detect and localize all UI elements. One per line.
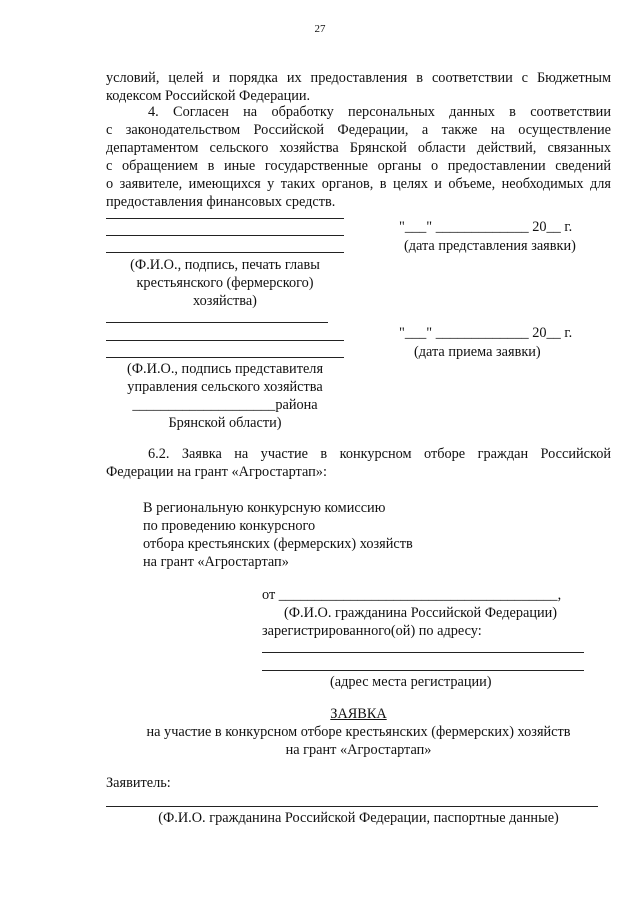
- para2-line-5: о заявителе, имеющихся у таких органов, в целях и объеме, необходимых для: [106, 176, 611, 192]
- signature-line: [106, 235, 344, 236]
- applicant-label: Заявитель:: [106, 775, 171, 791]
- from-line: от _______________________________________,: [262, 587, 562, 603]
- applicant-line: [106, 806, 598, 807]
- para2-line-6: предоставления финансовых средств.: [106, 194, 336, 210]
- page-number: 27: [314, 23, 326, 35]
- registered-label: зарегистрированного(ой) по адресу:: [262, 623, 482, 639]
- head-caption-line-2: крестьянского (фермерского): [136, 275, 314, 291]
- form-subtitle-line-1: на участие в конкурсном отборе крестьянских (фермерских) хозяйств: [146, 724, 571, 740]
- addressee-line-3: отбора крестьянских (фермерских) хозяйств: [143, 536, 413, 552]
- signature-line: [106, 357, 344, 358]
- applicant-caption: (Ф.И.О. гражданина Российской Федерации, паспортные данные): [158, 810, 559, 826]
- submission-date-line: "___" _____________ 20__ г.: [399, 219, 573, 235]
- submission-date-caption: (дата представления заявки): [404, 238, 576, 254]
- rep-caption-line-1: (Ф.И.О., подпись представителя: [126, 361, 324, 377]
- rep-caption-line-2: управления сельского хозяйства: [127, 379, 323, 395]
- address-caption: (адрес места регистрации): [330, 674, 492, 690]
- signature-line: [106, 340, 344, 341]
- addressee-line-1: В региональную конкурсную комиссию: [143, 500, 386, 516]
- rep-caption-line-4: Брянской области): [168, 415, 282, 431]
- form-title: ЗАЯВКА: [330, 706, 387, 722]
- para2-line-2: с законодательством Российской Федерации, а также на осуществление: [106, 122, 611, 138]
- signature-line: [106, 252, 344, 253]
- receipt-date-caption: (дата приема заявки): [414, 344, 541, 360]
- para2-line-3: департаментом сельского хозяйства Брянской области действий, связанных: [106, 140, 611, 156]
- para2-line-1: 4. Согласен на обработку персональных данных в соответствии: [148, 104, 611, 120]
- addressee-line-2: по проведению конкурсного: [143, 518, 316, 534]
- from-caption: (Ф.И.О. гражданина Российской Федерации): [284, 605, 558, 621]
- rep-caption-line-3: ____________________района: [132, 397, 318, 413]
- signature-line: [106, 218, 344, 219]
- address-line: [262, 670, 584, 671]
- para2-line-4: с обращением в иные государственные органы о предоставлении сведений: [106, 158, 611, 174]
- address-line: [262, 652, 584, 653]
- signature-line: [106, 322, 328, 323]
- para1-line-2: кодексом Российской Федерации.: [106, 88, 311, 104]
- head-caption-line-3: хозяйства): [193, 293, 257, 309]
- form-subtitle-line-2: на грант «Агростартап»: [285, 742, 432, 758]
- head-caption-line-1: (Ф.И.О., подпись, печать главы: [130, 257, 320, 273]
- addressee-line-4: на грант «Агростартап»: [143, 554, 289, 570]
- receipt-date-line: "___" _____________ 20__ г.: [399, 325, 573, 341]
- section-heading-line-1: 6.2. Заявка на участие в конкурсном отборе граждан Российской: [148, 446, 611, 462]
- para1-line-1: условий, целей и порядка их предоставления в соответствии с Бюджетным: [106, 70, 611, 86]
- section-heading-line-2: Федерации на грант «Агростартап»:: [106, 464, 327, 480]
